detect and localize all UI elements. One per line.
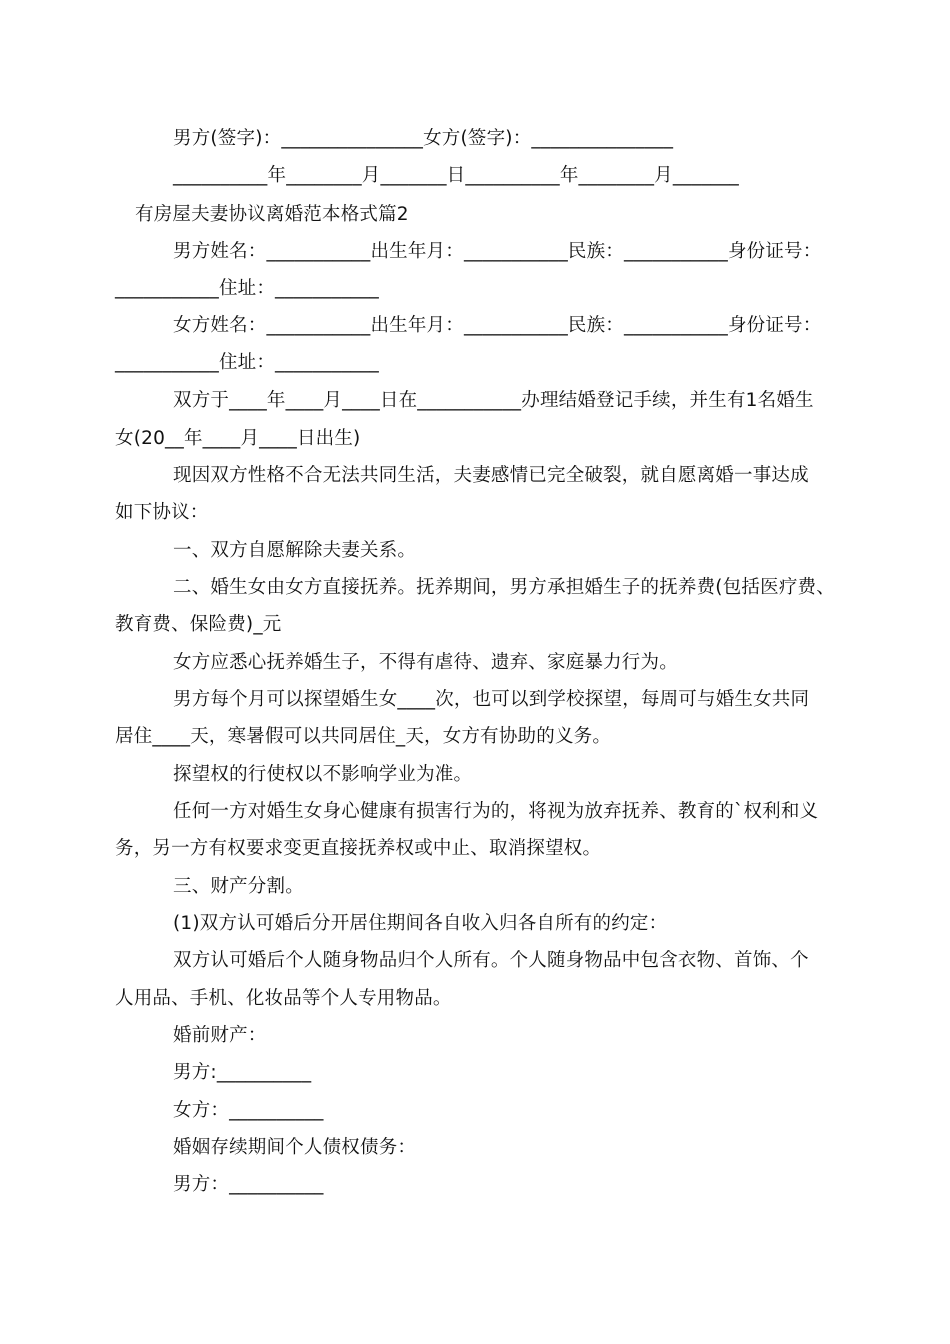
male-info-line: 男方姓名：___________出生年月：___________民族：___________身份证号： xyxy=(173,241,822,262)
male-debts-line: 男方：__________ xyxy=(173,1174,324,1195)
clause-1: 一、双方自愿解除夫妻关系。 xyxy=(173,540,417,561)
child-birth-line: 女(20__年____月____日出生) xyxy=(115,428,361,449)
personal-items-line-continued: 人用品、手机、化妆品等个人专用物品。 xyxy=(115,988,452,1009)
debts-label: 婚姻存续期间个人债权债务： xyxy=(173,1137,417,1158)
marriage-registration-line: 双方于____年____月____日在___________办理结婚登记手续，并生有1名婚生 xyxy=(173,390,814,411)
female-address-line: ___________住址：___________ xyxy=(115,352,380,373)
reason-line: 现因双方性格不合无法共同生活，夫妻感情已完全破裂，就自愿离婚一事达成 xyxy=(173,465,809,486)
male-address-line: ___________住址：___________ xyxy=(115,278,380,299)
clause-2: 二、婚生女由女方直接抚养。抚养期间，男方承担婚生子的抚养费(包括医疗费、 xyxy=(173,577,835,598)
male-property-line: 男方:__________ xyxy=(173,1062,312,1083)
personal-items-line: 双方认可婚后个人随身物品归个人所有。个人随身物品中包含衣物、首饰、个 xyxy=(173,950,809,971)
visitation-rule-line: 探望权的行使权以不影响学业为准。 xyxy=(173,764,473,785)
clause-3: 三、财产分割。 xyxy=(173,876,304,897)
harm-line-continued: 务，另一方有权要求变更直接抚养权或中止、取消探望权。 xyxy=(115,838,602,859)
visitation-line: 男方每个月可以探望婚生女____次，也可以到学校探望，每周可与婚生女共同 xyxy=(173,689,810,710)
agreement-intro-line: 如下协议： xyxy=(115,502,209,523)
female-property-line: 女方：__________ xyxy=(173,1100,324,1121)
section-title: 有房屋夫妻协议离婚范本格式篇2 xyxy=(135,204,409,225)
clause-2-continued: 教育费、保险费)_元 xyxy=(115,614,282,635)
visitation-line-continued: 居住____天，寒暑假可以共同居住_天，女方有协助的义务。 xyxy=(115,726,612,747)
care-line: 女方应悉心抚养婚生子，不得有虐待、遗弃、家庭暴力行为。 xyxy=(173,652,678,673)
premarital-property-label: 婚前财产： xyxy=(173,1025,267,1046)
date-line: __________年________月_______日__________年________月_______ xyxy=(173,165,740,186)
signature-line: 男方(签字)：_______________女方(签字)：_______________ xyxy=(173,128,674,149)
female-info-line: 女方姓名：___________出生年月：___________民族：___________身份证号： xyxy=(173,315,822,336)
property-subclause-1: (1)双方认可婚后分开居住期间各自收入归各自所有的约定： xyxy=(173,913,668,934)
harm-line: 任何一方对婚生女身心健康有损害行为的，将视为放弃抚养、教育的`权利和义 xyxy=(173,801,819,822)
